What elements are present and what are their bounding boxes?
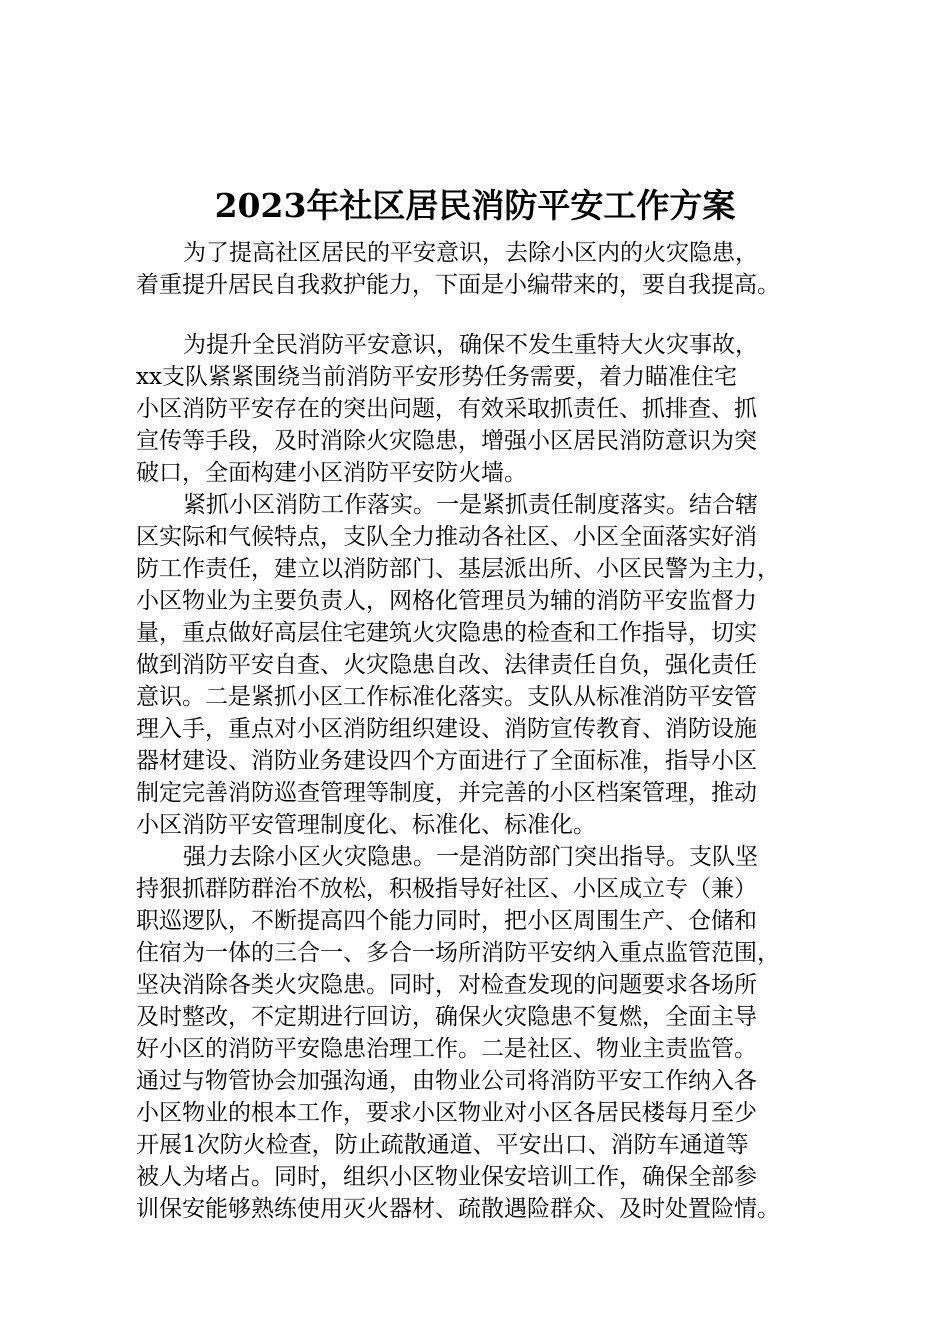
body-line: 开展1次防火检查，防止疏散通道、平安出口、消防车通道等 — [136, 1132, 749, 1158]
body-line: 宣传等手段，及时消除火灾隐患，增强小区居民消防意识为突 — [136, 428, 757, 454]
body-line: 意识。二是紧抓小区工作标准化落实。支队从标准消防平安管 — [136, 684, 757, 710]
body-line: 紧抓小区消防工作落实。一是紧抓责任制度落实。结合辖 — [183, 492, 758, 518]
body-line: 小区物业为主要负责人，网格化管理员为辅的消防平安监督力 — [136, 588, 757, 614]
body-line: 职巡逻队，不断提高四个能力同时，把小区周围生产、仓储和 — [136, 908, 757, 934]
body-line: 防工作责任，建立以消防部门、基层派出所、小区民警为主力， — [136, 556, 780, 582]
document-title: 2023年社区居民消防平安工作方案 — [214, 186, 736, 225]
body-line: 为提升全民消防平安意识，确保不发生重特大火灾事故， — [183, 332, 758, 358]
body-line: 做到消防平安自查、火灾隐患自改、法律责任自负，强化责任 — [136, 652, 757, 678]
body-line: 小区消防平安管理制度化、标准化、标准化。 — [136, 812, 596, 838]
intro-line: 着重提升居民自我救护能力，下面是小编带来的，要自我提高。 — [136, 272, 780, 298]
body-line: 好小区的消防平安隐患治理工作。二是社区、物业主责监管。 — [136, 1036, 757, 1062]
intro-line: 为了提高社区居民的平安意识，去除小区内的火灾隐患， — [183, 240, 758, 266]
body-line: 持狠抓群防群治不放松，积极指导好社区、小区成立专（兼） — [136, 876, 757, 902]
body-line: 通过与物管协会加强沟通，由物业公司将消防平安工作纳入各 — [136, 1068, 757, 1094]
body-line: 制定完善消防巡查管理等制度，并完善的小区档案管理，推动 — [136, 780, 757, 806]
body-line: xx支队紧紧围绕当前消防平安形势任务需要，着力瞄准住宅 — [136, 364, 737, 390]
body-line: 区实际和气候特点，支队全力推动各社区、小区全面落实好消 — [136, 524, 757, 550]
body-line: 住宿为一体的三合一、多合一场所消防平安纳入重点监管范围， — [136, 940, 780, 966]
body-line: 强力去除小区火灾隐患。一是消防部门突出指导。支队坚 — [183, 844, 758, 870]
body-line: 量，重点做好高层住宅建筑火灾隐患的检查和工作指导，切实 — [136, 620, 757, 646]
body-line: 破口，全面构建小区消防平安防火墙。 — [136, 460, 527, 486]
body-line: 理入手，重点对小区消防组织建设、消防宣传教育、消防设施 — [136, 716, 757, 742]
body-line: 小区物业的根本工作，要求小区物业对小区各居民楼每月至少 — [136, 1100, 757, 1126]
body-line: 被人为堵占。同时，组织小区物业保安培训工作，确保全部参 — [136, 1164, 757, 1190]
body-line: 小区消防平安存在的突出问题，有效采取抓责任、抓排查、抓 — [136, 396, 757, 422]
body-line: 及时整改，不定期进行回访，确保火灾隐患不复燃，全面主导 — [136, 1004, 757, 1030]
body-line: 器材建设、消防业务建设四个方面进行了全面标准，指导小区 — [136, 748, 757, 774]
body-line: 训保安能够熟练使用灭火器材、疏散遇险群众、及时处置险情。 — [136, 1196, 780, 1222]
body-line: 坚决消除各类火灾隐患。同时，对检查发现的问题要求各场所 — [136, 972, 757, 998]
